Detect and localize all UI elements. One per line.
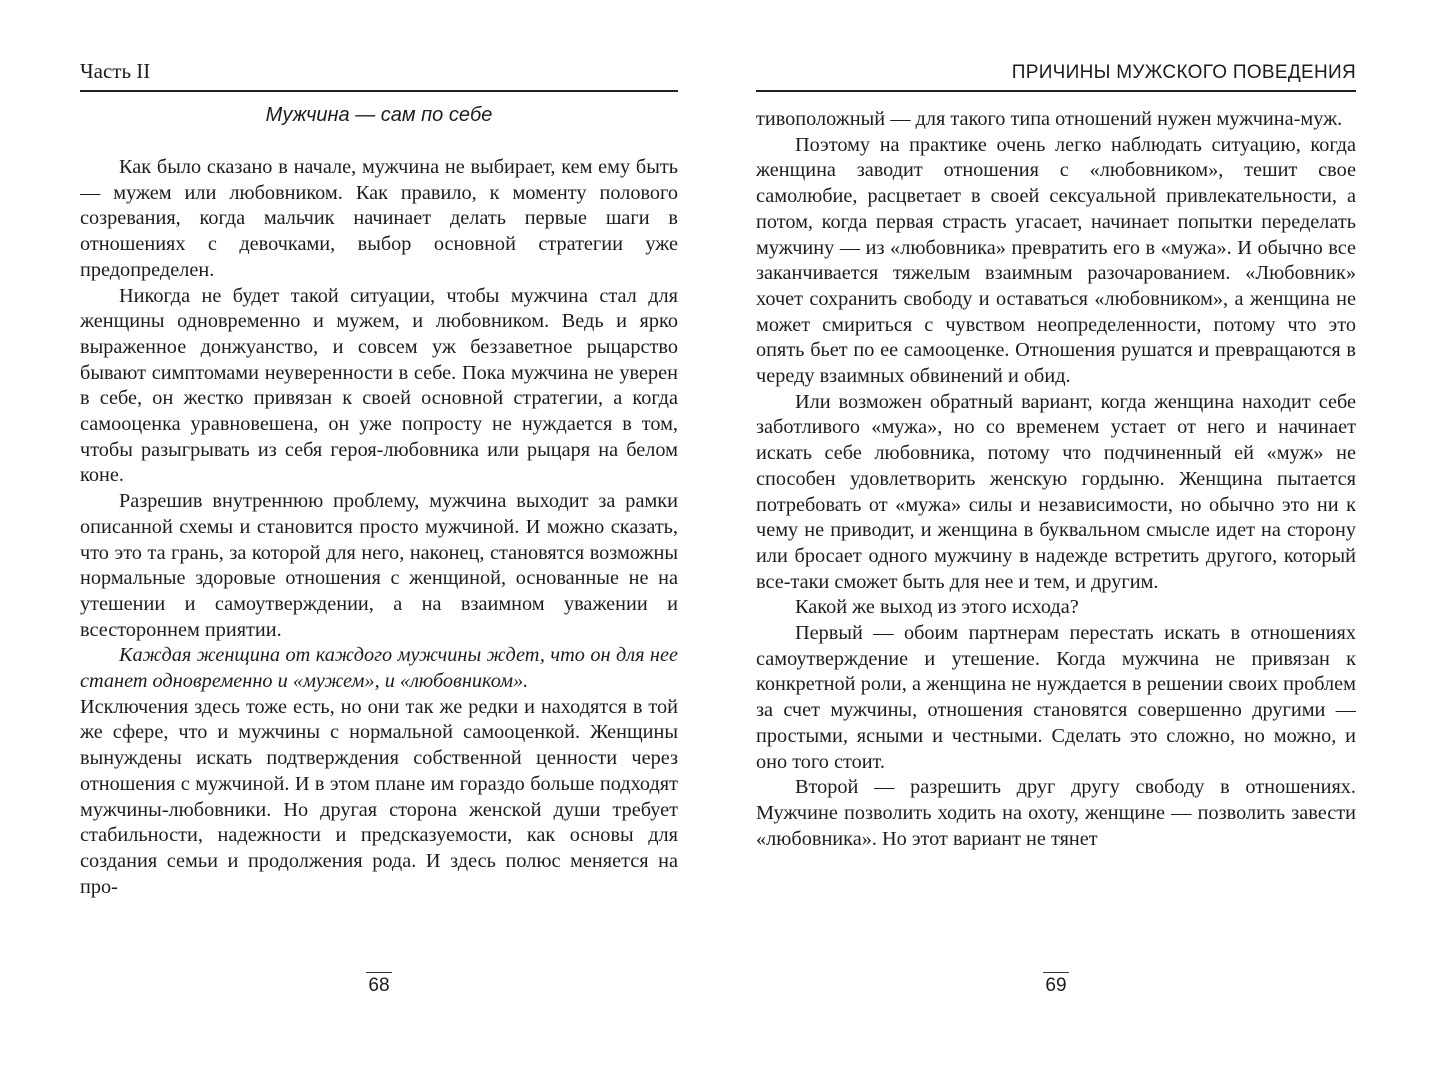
part-title: Часть II (80, 59, 151, 83)
paragraph: Разрешив внутреннюю проблему, мужчина выходит за рамки описанной схемы и становится просто мужчиной. И можно сказать, что это та грань, за которой для него, наконец, становятся возможны нормальные здоровые отношения с женщиной, основанные не на утешении и самоутверждении, а на взаимном уважении и всестороннем приятии. (80, 490, 678, 641)
right-page (756, 0, 1356, 1080)
emphasized-paragraph: Каждая женщина от каждого мужчины ждет, что он для нее станет одновременно и «мужем», и «любовником». (80, 644, 678, 693)
right-page-body (756, 107, 1356, 852)
left-page (80, 0, 678, 1080)
paragraph: Никогда не будет такой ситуации, чтобы мужчина стал для женщины одновременно и мужем, и любовником. Ведь и ярко выраженное донжуанство, и совсем уж беззаветное рыцарство бывают симптомами неуверенности в себе. Пока мужчина не уверен в себе, он жестко привязан к своей основной стратегии, а когда самооценка уравновешена, он уже попросту не нуждается в том, чтобы разыгрывать из себя героя-любовника или рыцаря на белом коне. (80, 284, 678, 487)
paragraph: Поэтому на практике очень легко наблюдать ситуацию, когда женщина заводит отношения с «любовником», тешит свое самолюбие, расцветает в своей сексуальной привлекательности, а потом, когда первая страсть угасает, начинает попытки переделать мужчину — из «любовника» превратить его в «мужа». И обычно все заканчивается тяжелым взаимным разочарованием. «Любовник» хочет сохранить свободу и оставаться «любовником», а женщина не может смириться с чувством неопределенности, потому что это опять бьет по ее самооценке. Отношения рушатся и превращаются в череду взаимных обвинений и обид. (756, 133, 1356, 388)
paragraph: Или возможен обратный вариант, когда женщина находит себе заботливого «мужа», но со временем устает от него и начинает искать себе любовника, потому что подчиненный ей «муж» не способен удовлетворить женскую гордыню. Женщина пытается потребовать от «мужа» силы и независимости, но обычно это ни к чему не приводит, и женщина в буквальном смысле идет на сторону или бросает одного мужчину в надежде встретить другого, который все-таки сможет быть для нее и тем, и другим. (756, 390, 1356, 593)
paragraph: Как было сказано в начале, мужчина не выбирает, кем ему быть — мужем или любовником. Как правило, к моменту полового созревания, когда мальчик начинает делать первые шаги в отношениях с девочками, выбор основной стратегии уже предопределен. (80, 156, 678, 281)
paragraph: Какой же выход из этого исхода? (795, 596, 1079, 619)
page-number (80, 972, 678, 997)
page-number-value: 69 (1043, 972, 1069, 997)
paragraph: Исключения здесь тоже есть, но они так же редки и находятся в той же сфере, что и мужчины с нормальной самооценкой. Женщины вынуждены искать подтверждения собственной ценности через отношения с мужчиной. И в этом плане им гораздо больше подходят мужчины-любовники. Но другая сторона женской души требует стабильности, надежности и предсказуемости, как основы для создания семьи и продолжения рода. И здесь полюс меняется на про- (80, 695, 678, 898)
chapter-title: ПРИЧИНЫ МУЖСКОГО ПОВЕДЕНИЯ (1011, 62, 1356, 83)
paragraph: тивоположный — для такого типа отношений нужен мужчина-муж. (756, 108, 1343, 130)
left-running-header (80, 56, 678, 92)
page-number-value: 68 (366, 972, 392, 997)
right-running-header (756, 56, 1356, 92)
left-page-body (80, 155, 678, 900)
page-number (756, 972, 1356, 997)
section-heading: Мужчина — сам по себе (265, 104, 493, 126)
paragraph: Второй — разрешить друг другу свободу в отношениях. Мужчине позволить ходить на охоту, женщине — позволить завести «любовника». Но этот вариант не тянет (756, 776, 1356, 850)
paragraph: Первый — обоим партнерам перестать искать в отношениях самоутверждение и утешение. Когда мужчина не привязан к конкретной роли, а женщина не нуждается в решении своих проблем за счет мужчины, отношения становятся совершенно другими — простыми, ясными и честными. Сделать это сложно, но можно, и оно того стоит. (756, 622, 1356, 773)
